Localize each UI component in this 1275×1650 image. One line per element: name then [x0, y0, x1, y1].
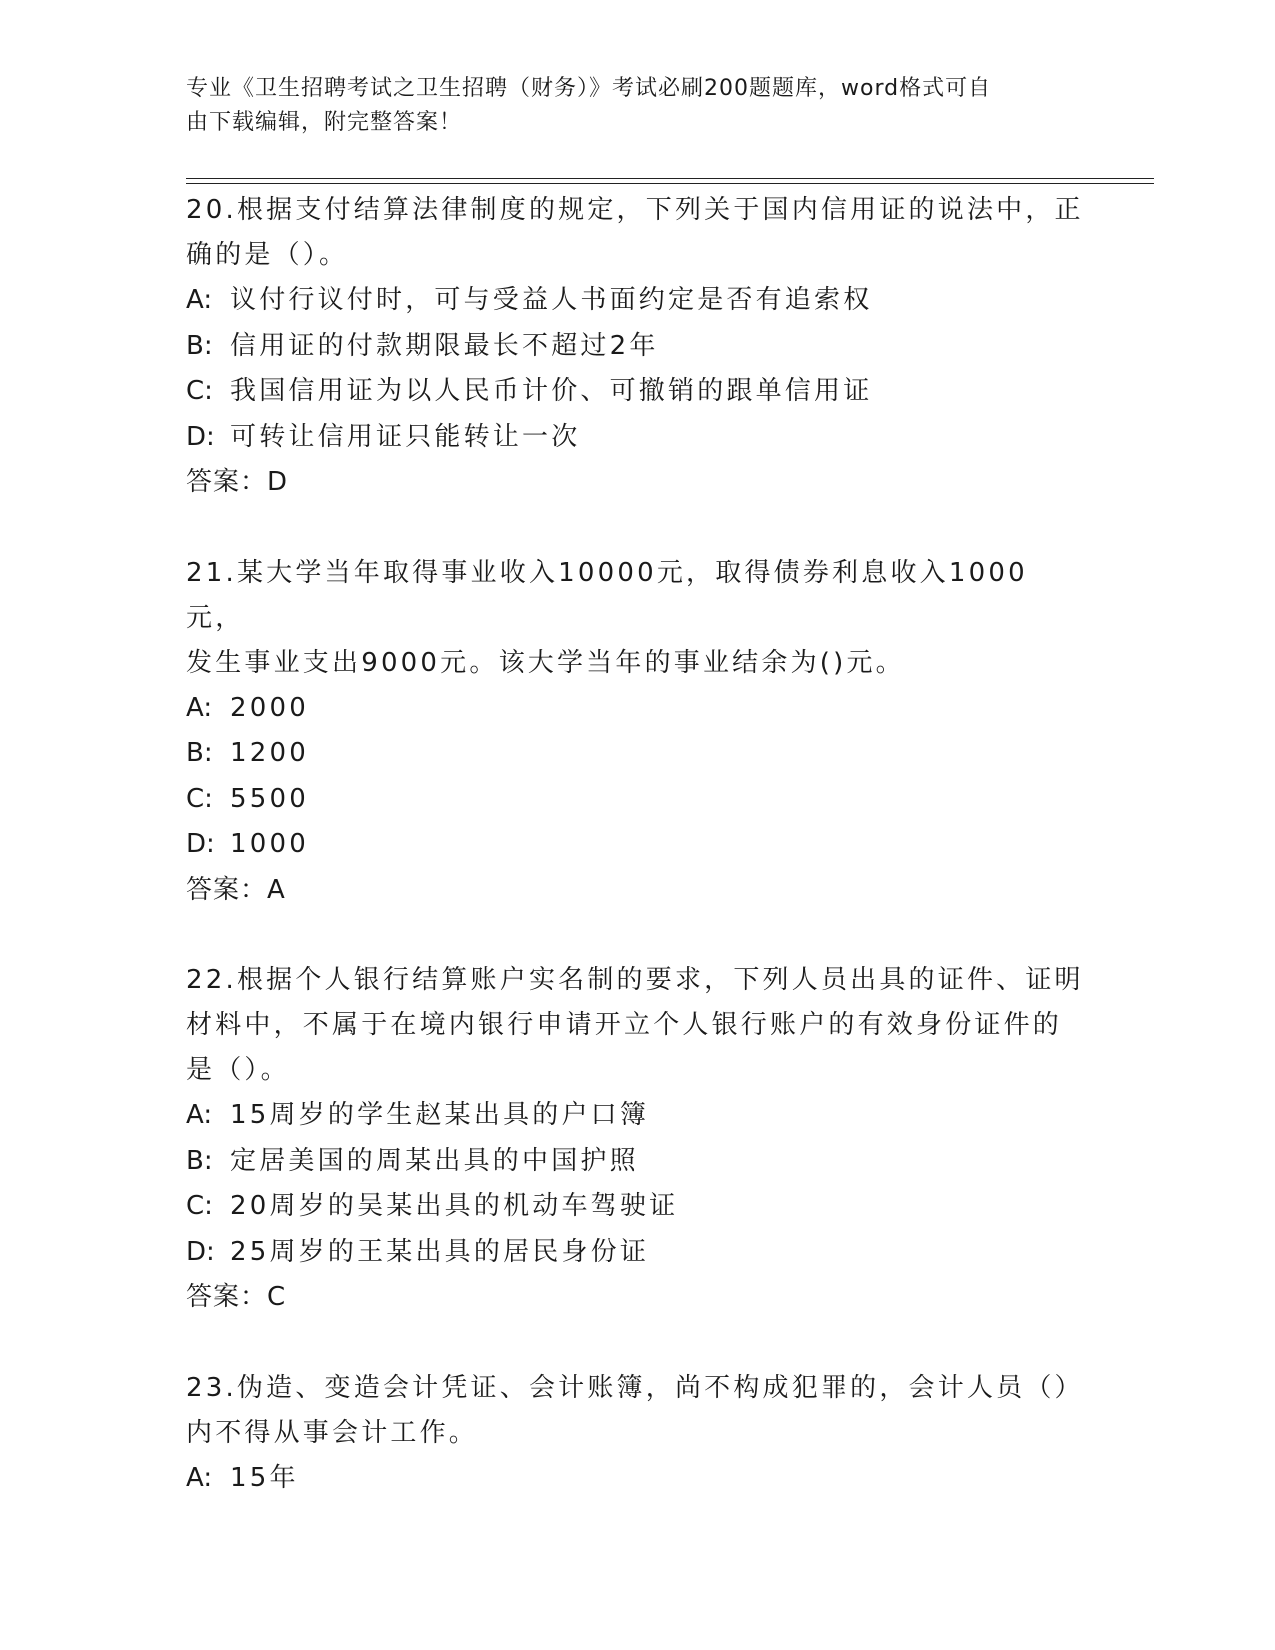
option-c: [186, 777, 1086, 823]
document-header: [186, 72, 1066, 140]
option-text: 我国信用证为以人民币计价、可撤销的跟单信用证: [230, 376, 873, 406]
question-text-line: 是（）。: [186, 1055, 290, 1085]
answer: 答案：A: [186, 874, 286, 905]
option-text: 信用证的付款期限最长不超过2年: [230, 330, 659, 361]
option-text: 2000: [230, 692, 309, 723]
answer: 答案：C: [186, 1282, 287, 1312]
header-divider-bottom: [186, 183, 1154, 184]
option-letter: A:: [186, 1462, 213, 1493]
question-text-line: 材料中，不属于在境内银行申请开立个人银行账户的有效身份证件的: [186, 1010, 1063, 1040]
option-text: 25周岁的王某出具的居民身份证: [230, 1236, 650, 1267]
option-text: 1000: [230, 829, 309, 859]
option-text: 议付行议付时，可与受益人书面约定是否有追索权: [230, 285, 873, 315]
question-text-line: 20.根据支付结算法律制度的规定，下列关于国内信用证的说法中，正: [186, 195, 1084, 225]
option-a: [186, 1093, 1086, 1139]
option-b: [186, 731, 1086, 777]
option-letter: B:: [186, 738, 213, 768]
question-text-line: 22.根据个人银行结算账户实名制的要求，下列人员出具的证件、证明: [186, 965, 1084, 995]
option-letter: C:: [186, 783, 213, 814]
option-letter: D:: [186, 421, 215, 452]
option-b: [186, 1139, 1086, 1185]
spacer: [186, 913, 1086, 958]
question-text-line: 内不得从事会计工作。: [186, 1417, 479, 1448]
option-a: [186, 1456, 1086, 1502]
question-text-line: 发生事业支出9000元。该大学当年的事业结余为()元。: [186, 647, 905, 678]
option-text: 20周岁的吴某出具的机动车驾驶证: [230, 1191, 679, 1221]
option-letter: A:: [186, 1100, 213, 1130]
question-text-line: 23.伪造、变造会计凭证、会计账簿，尚不构成犯罪的，会计人员（）: [186, 1372, 1084, 1403]
option-letter: C:: [186, 1191, 213, 1221]
option-d: [186, 415, 1086, 461]
option-c: [186, 1184, 1086, 1230]
option-letter: D:: [186, 829, 215, 859]
spacer: [186, 506, 1086, 551]
option-letter: D:: [186, 1236, 215, 1267]
option-text: 1200: [230, 738, 309, 768]
header-line-2: 由下载编辑，附完整答案！: [186, 110, 463, 135]
option-letter: A:: [186, 692, 213, 723]
option-text: 可转让信用证只能转让一次: [230, 421, 581, 452]
question-list: [186, 188, 1086, 1501]
option-letter: B:: [186, 1145, 213, 1176]
option-text: 15周岁的学生赵某出具的户口簿: [230, 1100, 650, 1130]
option-c: [186, 369, 1086, 415]
question-23: [186, 1366, 1086, 1502]
option-letter: A:: [186, 285, 213, 315]
header-line-1: 专业《卫生招聘考试之卫生招聘（财务）》考试必刷200题题库，word格式可自: [186, 76, 992, 101]
option-a: [186, 686, 1086, 732]
option-a: [186, 278, 1086, 324]
option-text: 5500: [230, 783, 309, 814]
question-text-line: 确的是（）。: [186, 240, 349, 270]
option-d: [186, 822, 1086, 868]
option-d: [186, 1230, 1086, 1276]
question-22: [186, 958, 1086, 1321]
header-divider-top: [186, 178, 1154, 179]
question-21: [186, 551, 1086, 914]
spacer: [186, 1321, 1086, 1366]
option-text: 定居美国的周某出具的中国护照: [230, 1145, 639, 1176]
option-letter: B:: [186, 330, 213, 361]
answer: 答案：D: [186, 467, 289, 497]
option-letter: C:: [186, 376, 213, 406]
question-20: [186, 188, 1086, 506]
question-text-line: 21.某大学当年取得事业收入10000元，取得债券利息收入1000元，: [186, 557, 1028, 633]
option-b: [186, 324, 1086, 370]
option-text: 15年: [230, 1462, 299, 1493]
